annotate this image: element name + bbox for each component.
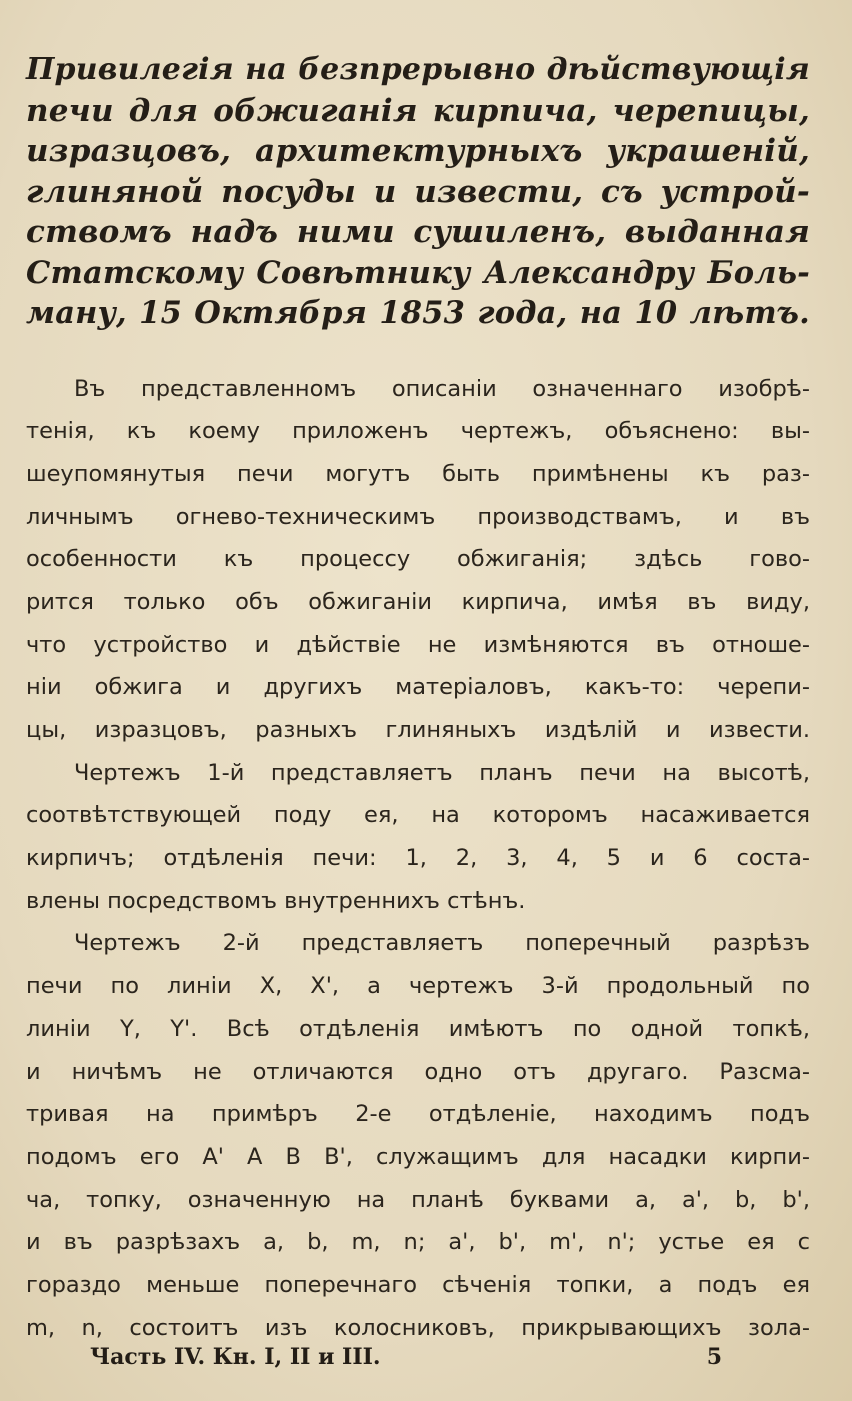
text-line: Въ представленномъ описаніи означеннаго изобрѣ- [74,375,810,402]
paragraph-drawing-2 [26,922,810,1349]
text-line: влены посредствомъ внутреннихъ стѣнъ. [26,887,526,914]
text-line: особенности къ процессу обжиганія; здѣсь гово- [26,546,810,573]
title-line: печи для обжиганія кирпича, черепицы, [26,92,810,129]
text-line: рится только объ обжиганіи кирпича, имѣя въ виду, [26,588,810,615]
text-line: печи по линіи X, X', а чертежъ 3-й продольный по [26,973,810,1000]
title-line: ствомъ надъ ними сушиленъ, выданная [26,214,810,250]
text-line: что устройство и дѣйствіе не измѣняются въ отноше- [26,631,810,658]
title-line: изразцовъ, архитектурныхъ украшеній, [26,133,810,169]
text-line: цы, изразцовъ, разныхъ глиняныхъ издѣлій и извести. [26,717,810,743]
text-line: линіи Y, Y'. Всѣ отдѣленія имѣютъ по одной топкѣ, [26,1015,810,1042]
text-line: и ничѣмъ не отличаются одно отъ другаго. Разсма- [26,1058,810,1085]
text-line: гораздо меньше поперечнаго сѣченія топки, а подъ ея [26,1271,810,1298]
text-line: соотвѣтствующей поду ея, на которомъ насаживается [26,802,810,829]
text-line: личнымъ огнево-техническимъ производствамъ, и въ [26,503,810,530]
text-line: тенія, къ коему приложенъ чертежъ, объяснено: вы- [26,418,810,445]
text-line: кирпичъ; отдѣленія печи: 1, 2, 3, 4, 5 и 6 соста- [26,845,810,872]
privilege-title [26,50,810,334]
title-line: Статскому Совѣтнику Александру Боль- [26,254,810,291]
signature-mark: Часть IV. Кн. I, II и III. [90,1344,381,1370]
page-number: 5 [706,1344,722,1370]
page-footer [90,1344,722,1378]
text-line: ча, топку, означенную на планѣ буквами a, a', b, b', [26,1186,810,1213]
text-line: Чертежъ 1-й представляетъ планъ печи на высотѣ, [74,759,810,786]
title-line: Привилегія на безпрерывно дѣйствующія [26,52,810,87]
title-line: ману, 15 Октября 1853 года, на 10 лѣтъ. [26,295,810,331]
paragraph-drawing-1 [26,752,810,923]
text-line: подомъ его A' A B B', служащимъ для насадки кирпи- [26,1143,810,1170]
text-line: Чертежъ 2-й представляетъ поперечный разрѣзъ [74,930,810,957]
text-line: шеупомянутыя печи могутъ быть примѣнены къ раз- [26,460,810,487]
text-line: и въ разрѣзахъ a, b, m, n; a', b', m', n'; устье ея с [26,1229,810,1256]
text-line: m, n, состоитъ изъ колосниковъ, прикрывающихъ зола- [26,1314,810,1341]
paragraph-description [26,368,810,752]
text-line: тривая на примѣръ 2-е отдѣленіе, находимъ подъ [26,1101,810,1128]
title-line: глиняной посуды и извести, съ устрой- [26,173,810,210]
text-line: ніи обжига и другихъ матеріаловъ, какъ-то: черепи- [26,674,810,701]
body-text [26,368,810,1350]
